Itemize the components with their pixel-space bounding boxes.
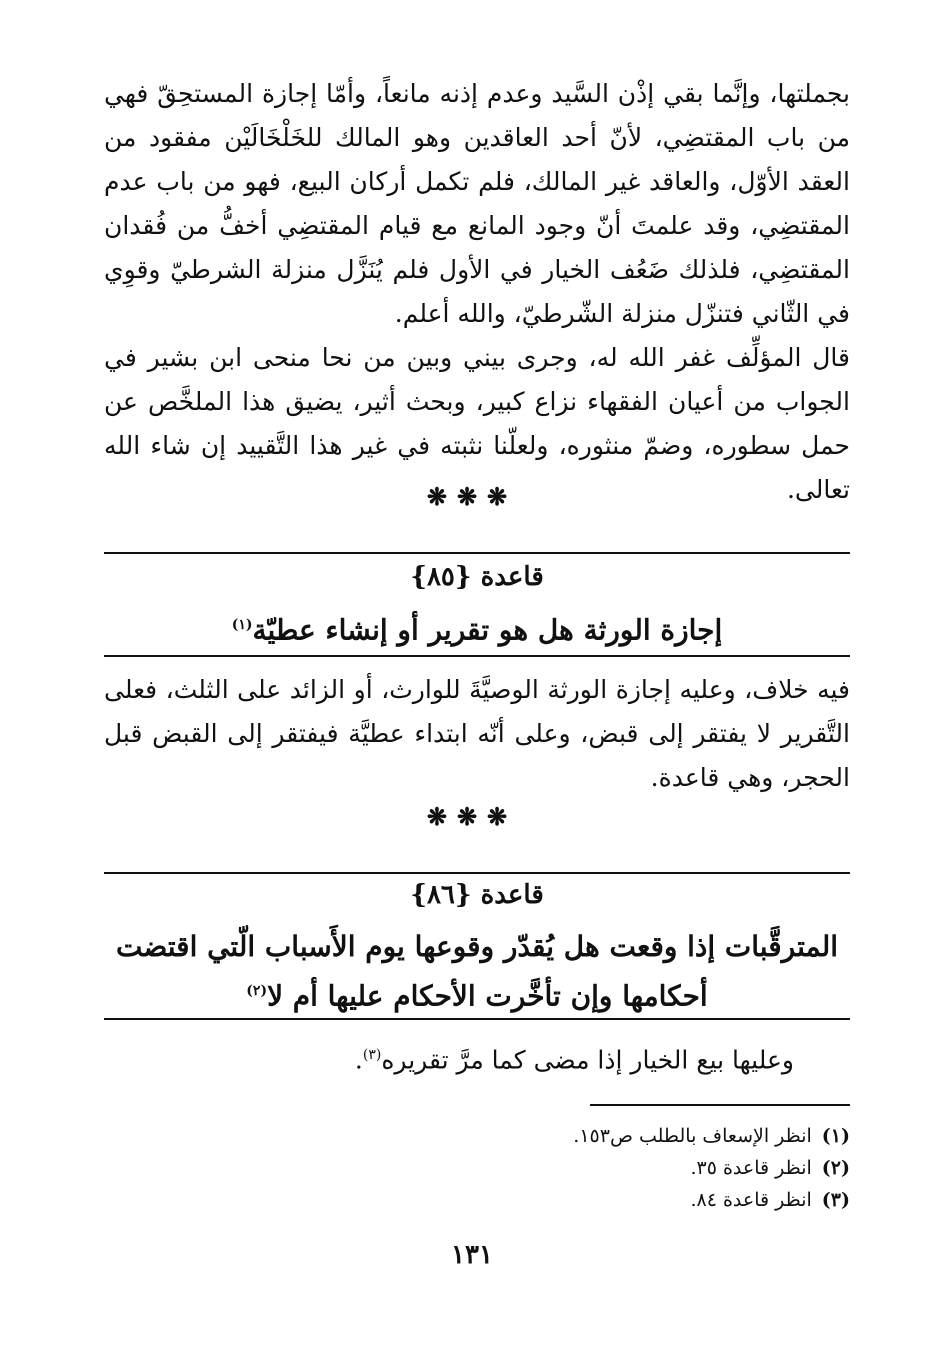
section-separator: ❋❋❋ [426, 482, 518, 511]
footnote-separator [590, 1104, 850, 1106]
footnote-ref-1[interactable]: (١) [231, 617, 253, 633]
footnote-text: انظر قاعدة ٨٤. [690, 1189, 812, 1211]
paragraph-continuation: بجملتها، وإنَّما بقي إذْن السَّيد وعدم إذنه مانعاً، وأمّا إجازة المستحِقّ فهي من باب المقتضِي، لأنّ أحد العاقدين وهو المالك للخَلْخَالَيْن مفقود من العقد الأوّل، والعاقد غير المالك، فلم تكمل أركان البيع، فهو من باب عدم المقتضِي، وقد علمتَ أنّ وجود المانع مع قيام المقتضِي أخفُّ من فُقدان المقتضِي، فلذلك ضَعُف الخيار في الأول فلم يُنَزَّل منزلة الشرطيّ وقوِي في الثّاني فتنزّل منزلة الشّرطيّ، والله أعلم. [104, 79, 850, 328]
paragraph-rule-85-body: فيه خلاف، وعليه إجازة الورثة الوصيَّةَ للوارث، أو الزائد على الثلث، فعلى التَّقرير لا يفتقر إلى قبض، وعلى أنّه ابتداء عطيَّة فيفتقر إلى القبض قبل الحجر، وهي قاعدة. [104, 675, 850, 792]
footnote-1 [300, 1120, 850, 1152]
paragraph-rule-86-body [104, 1033, 794, 1082]
rule-86-title-text: المترقَّبات إذا وقعت هل يُقدّر وقوعها يوم الأَسباب الّتي اقتضت أحكامها وإن تأخَّرت الأحكام عليها أم لا [115, 930, 839, 1013]
rule-86-title [104, 925, 850, 1018]
rule-85-title [104, 603, 850, 652]
footnote-ref-3[interactable]: (٣) [362, 1047, 382, 1063]
horizontal-rule [104, 872, 850, 874]
paragraph-end-mark: . [354, 1045, 363, 1075]
paragraph-rule-86-text: وعليها بيع الخيار إذا مضى كما مرَّ تقريره [381, 1045, 794, 1075]
footnote-number: (٢) [821, 1157, 850, 1179]
footnote-3 [300, 1184, 850, 1216]
page-number: ١٣١ [451, 1240, 493, 1270]
footnote-text: انظر الإسعاف بالطلب ص١٥٣. [573, 1125, 812, 1147]
section-separator: ❋❋❋ [426, 802, 518, 831]
rule-85-title-text: إجازة الورثة هل هو تقرير أو إنشاء عطيّة [252, 613, 723, 647]
paragraph-author-note: قال المؤلِّف غفر الله له، وجرى بيني وبين من نحا منحى ابن بشير في الجواب من أعيان الفقهاء نزاع كبير، وبحث أثير، يضيق هذا الملخَّص عن حمل سطوره، وضمّ منثوره، ولعلّنا نثبته في غير هذا التَّقييد إن شاء الله تعالى. [104, 343, 850, 504]
horizontal-rule [104, 1018, 850, 1020]
horizontal-rule [104, 552, 850, 554]
footnote-2 [300, 1152, 850, 1184]
footnote-text: انظر قاعدة ٣٥. [690, 1157, 812, 1179]
rule-85-number: قاعدة {٨٥} [410, 562, 544, 592]
horizontal-rule [104, 655, 850, 657]
footnote-ref-2[interactable]: (٢) [246, 983, 268, 999]
rule-86-number: قاعدة {٨٦} [410, 880, 544, 910]
footnote-number: (١) [821, 1125, 850, 1147]
footnote-number: (٣) [821, 1189, 850, 1211]
